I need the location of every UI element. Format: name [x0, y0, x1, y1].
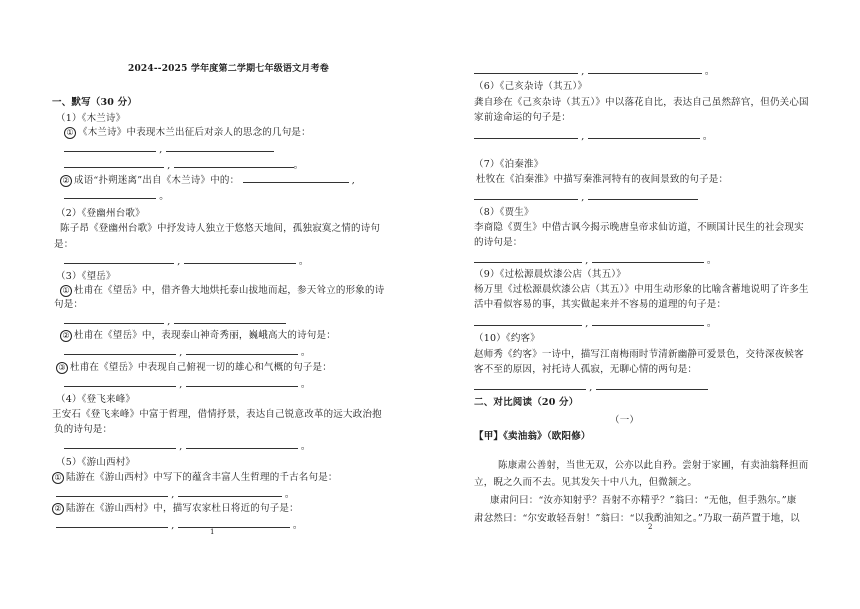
section-1-heading: 一、默写（30 分）: [52, 97, 138, 108]
circle-number-2: ②: [60, 175, 72, 187]
q4-heading: （4）《登飞来峰》: [56, 394, 136, 405]
q10-text-2: 客不至的原因，衬托诗人孤寂，无聊心情的两句是：: [474, 364, 698, 375]
answer-line[interactable]: , 。: [474, 316, 717, 330]
passage-text-1: 陈康肃公善射，当世无双，公亦以此自矜。尝射于家圃，有卖油翁释担而: [498, 460, 809, 471]
q6-heading: （6）《己亥杂诗（其五）》: [474, 81, 588, 92]
answer-line[interactable]: , 。: [474, 64, 715, 78]
q5-heading: （5）《游山西村》: [56, 457, 136, 468]
q2-heading: （2）《登幽州台歌》: [56, 208, 145, 219]
answer-line[interactable]: ,: [474, 380, 708, 394]
answer-line[interactable]: ,: [474, 190, 698, 204]
q5-item-2-text: 陆游在《游山西村》中，描写农家杜日将近的句子是：: [66, 503, 299, 514]
q10-text-1: 赵师秀《约客》一诗中，描写江南梅雨时节清新幽静可爱景色，交待深夜候客: [474, 349, 804, 360]
q1-item-2: ② 成语“扑朔迷离”出自《木兰诗》中的： ,: [60, 173, 355, 187]
exam-page-2: [430, 0, 860, 609]
q2-text-2: 是：: [54, 239, 74, 250]
q6-text-1: 龚自珍在《己亥杂诗（其五）》中以落花自比，表达自己虽然辞官，但仍关心国: [474, 97, 809, 108]
q2-text-1: 陈子昂《登幽州台歌》中抒发诗人独立于悠悠天地间，孤独寂寞之情的诗句: [60, 223, 381, 234]
passage-text-4: 肃忿然曰：“尔安敢轻吾射！”翁曰：“以我酌油知之。”乃取一葫芦置于地，以: [474, 513, 800, 524]
page-number: 2: [648, 523, 653, 531]
answer-blank[interactable]: [243, 173, 349, 183]
q3-item-2: [60, 329, 336, 342]
q7-heading: （7）《泊秦淮》: [474, 159, 544, 170]
q4-text-1: 王安石《登飞来峰》中富于哲理，借情抒景，表达自己锐意改革的远大政治抱: [52, 409, 382, 420]
q6-text-2: 家前途命运的句子是：: [474, 112, 572, 123]
section-2-heading: 二、对比阅读（20 分）: [474, 397, 579, 408]
q9-heading: （9）《过松源晨炊漆公店（其五）》: [474, 269, 626, 280]
answer-line[interactable]: , 。: [64, 254, 309, 268]
exam-title: 2024--2025 学年度第二学期七年级语文月考卷: [128, 64, 329, 74]
circle-number-1: ①: [52, 472, 64, 484]
answer-line[interactable]: 。: [64, 189, 169, 203]
circle-number-2: ②: [60, 330, 72, 342]
passage-text-2: 立，睨之久而不去。见其发矢十中八九，但微颔之。: [474, 477, 698, 488]
circle-number-2: ②: [52, 503, 64, 515]
q1-item-1: [64, 126, 311, 139]
passage-text-3: 康肃问曰：“汝亦知射乎？吾射不亦精乎？”翁曰：“无他，但手熟尔。”康: [490, 495, 797, 506]
q4-text-2: 负的诗句是：: [54, 424, 113, 435]
answer-line[interactable]: , 。: [64, 377, 311, 391]
sub-section-1: （一）: [610, 415, 640, 426]
circle-number-1: ①: [60, 285, 72, 297]
q3-item-1-cont: 句是：: [54, 299, 84, 310]
answer-line[interactable]: , 。: [474, 129, 713, 143]
q3-item-3: [56, 361, 332, 374]
q3-item-3-text: 杜甫在《望岳》中表现自己俯视一切的雄心和气概的句子是：: [70, 362, 332, 373]
q3-item-1-text: 杜甫在《望岳》中，借齐鲁大地烘托泰山拔地而起，参天耸立的形象的诗: [74, 285, 385, 296]
answer-line[interactable]: ,: [64, 314, 286, 328]
q9-text-2: 活中看似容易的事，其实做起来并不容易的道理的句子是：: [474, 299, 727, 310]
answer-line[interactable]: , 。: [64, 439, 311, 453]
circle-number-3: ③: [56, 362, 68, 374]
answer-line[interactable]: , 。: [56, 518, 303, 532]
q1-item-1-text: 《木兰诗》中表现木兰出征后对亲人的思念的几句是：: [78, 127, 311, 138]
q5-item-1-text: 陆游在《游山西村》中写下的蕴含丰富人生哲理的千古名句是：: [66, 472, 338, 483]
q8-text-2: 的诗句是：: [474, 237, 523, 248]
page-number: 1: [210, 528, 215, 536]
answer-line[interactable]: , 。: [64, 158, 303, 172]
q3-item-1: [60, 284, 384, 297]
q9-text-1: 杨万里《过松源晨炊漆公店（其五）》中用生动形象的比喻含蓄地说明了许多生: [474, 284, 809, 295]
q5-item-1: [52, 471, 338, 484]
q8-text-1: 李商隐《贾生》中借古讽今揭示晚唐皇帝求仙访道，不顾国计民生的社会现实: [474, 222, 804, 233]
circle-number-1: ①: [64, 127, 76, 139]
q3-item-2-text: 杜甫在《望岳》中，表现泰山神奇秀丽，巍峨高大的诗句是：: [74, 330, 336, 341]
answer-line[interactable]: , 。: [474, 253, 717, 267]
q1-heading: （1）《木兰诗》: [56, 113, 126, 124]
answer-line[interactable]: , 。: [56, 487, 295, 501]
q3-heading: （3）《望岳》: [56, 271, 116, 282]
q7-text: 杜牧在《泊秦淮》中描写秦淮河特有的夜间景致的句子是：: [476, 174, 729, 185]
q5-item-2: [52, 502, 299, 515]
passage-jia-title: 【甲】《卖油翁》（欧阳修）: [474, 431, 591, 442]
q8-heading: （8）《贾生》: [474, 207, 534, 218]
q10-heading: （10）《约客》: [474, 333, 540, 344]
answer-line[interactable]: , 。: [64, 345, 311, 359]
q1-item-2-text: 成语“扑朔迷离”出自《木兰诗》中的：: [74, 175, 240, 186]
answer-line[interactable]: ,: [64, 142, 274, 156]
